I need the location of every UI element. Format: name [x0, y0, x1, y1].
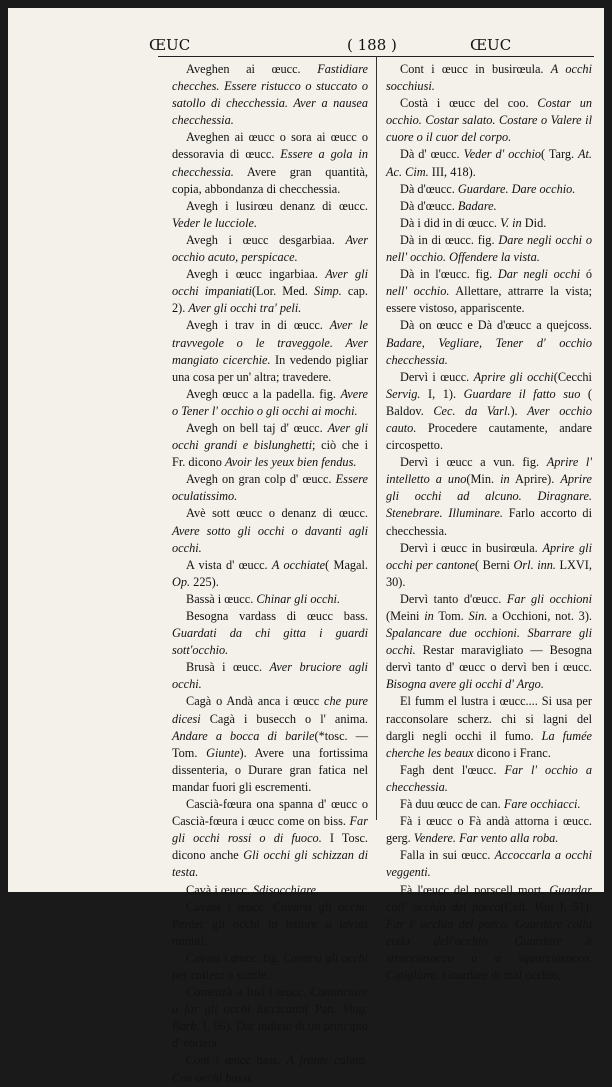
- dictionary-entry: Dà in di œucc. fig. Dare negli occhi o nell' occhio. Offendere la vista.: [386, 232, 592, 265]
- dictionary-entry: Aveghen ai œucc o sora ai œucc o dessoravia di œucc. Essere a gola in checchessia. Avere gran quantità, copia, abbondanza di checchessia.: [172, 130, 368, 196]
- dictionary-entry: Dà in l'œucc. fig. Dar negli occhi ó nell' occhio. Allettare, attrarre la vista; essere vistoso, appariscente.: [386, 267, 592, 316]
- page: [8, 8, 604, 1085]
- running-head-right: ŒUC: [470, 36, 512, 54]
- dictionary-entry: Avegh on gran colp d' œucc. Essere oculatissimo.: [172, 472, 368, 504]
- page-number: ( 188 ): [347, 36, 397, 54]
- dictionary-entry: A vista d' œucc. A occhiate( Magal. Op. 225).: [172, 557, 368, 589]
- dictionary-entry: Cavass i œucc. Cavarsi gli occhi. Perder gli occhi in letture o lavori minuti.: [172, 899, 369, 948]
- dictionary-entry: Fagh dent l'œucc. Far l' occhio a checchessia.: [386, 762, 592, 794]
- dictionary-entry: Dervì i œucc. Aprire gli occhi(Cecchi Servig. I, 1). Guardare il fatto suo ( Baldov. Cec. da Varl.). Aver occhio cauto. Procedere cautamente, andare circospetto.: [386, 369, 592, 453]
- dictionary-entry: Bassà i œucc. Chinar gli occhi.: [186, 591, 341, 606]
- dictionary-entry: Costà i œucc del coo. Costar un occhio. Costar salato. Costare o Valere il cuore o il cuor del corpo.: [386, 96, 592, 145]
- dictionary-entry: Cascià-fœura ona spanna d' œucc o Cascià-fœura i œucc come on biss. Far gli occhi rossi o di fuoco. I Tosc. dicono anche Gli occhi gli schizzan di testa.: [172, 797, 369, 880]
- right-column: [386, 61, 592, 984]
- dictionary-entry: Dà d' œucc. Veder d' occhio( Targ. At. Ac. Cim. III, 418).: [386, 147, 592, 179]
- dictionary-entry: Cavass i œucc. fig. Cavarsi gli occhi per collera o simile.: [172, 950, 368, 982]
- dictionary-entry: Dervì i œucc in busirœula. Aprire gli occhi per cantone( Berni Orl. inn. LXVI, 30).: [386, 540, 592, 589]
- dictionary-entry: Fà i œucc o Fà andà attorna i œucc. gerg. Vendere. Far vento alla roba.: [386, 814, 592, 846]
- dictionary-entry: Avegh i œucc desgarbiaa. Aver occhio acuto, perspicace.: [172, 232, 368, 265]
- dictionary-entry: Fà l'œucc del porscell mort. Guardar coll' occhio del porco(Cell. Vita I, 51). Far l' occhio del porco. Guardare colla coda dell'occhio. Guardare a stracciasacco o a squarciasacco. Cipigliare. Guardare di mal occhio,: [386, 882, 592, 982]
- column-divider: [376, 56, 377, 820]
- dictionary-entry: Dà on œucc e Dà d'œucc a quejcoss. Badare, Vegliare, Tener d' occhio checchessia.: [386, 318, 592, 367]
- dictionary-entry: Aveghen ai œucc. Fastidiare checches. Essere ristucco o stuccato o satollo di checchessia. Aver a nausea checchessia.: [172, 62, 368, 128]
- dictionary-entry: Dervì tanto d'œucc. Far gli occhioni (Meini in Tom. Sin. a Occhioni, not. 3). Spalancare due occhioni. Sbarrare gli occhi. Restar maravigliato — Besogna dervì tanto d' œucc o dervì ben i œucc. Bisogna avere gli occhi d' Argo.: [386, 591, 592, 692]
- dictionary-entry: Avegh œucc a la padella. fig. Avere o Tener l' occhio o gli occhi ai mochi.: [172, 386, 368, 418]
- dictionary-entry: Dervì i œucc a vun. fig. Aprire l' intelletto a uno(Min. in Aprire). Aprire gli occhi ad alcuno. Diragnare. Stenebrare. Illuminare. Farlo accorto di checchessia.: [386, 455, 593, 538]
- dictionary-entry: Comenzà a lusì i œucc. Cominciare a far gli occhi luccicanti( Pan. Viag. Barb. I, 66). Dar indizio di un principio d' ebrietà.: [172, 985, 368, 1051]
- left-column: [172, 61, 368, 1087]
- dictionary-entry: Avegh on bell taj d' œucc. Aver gli occhi grandi e bislunghetti; ciò che i Fr. dicono Avoir les yeux bien fendus.: [172, 420, 368, 470]
- dictionary-entry: Avè sott œucc o denanz di œucc. Avere sotto gli occhi o davanti agli occhi.: [172, 506, 368, 555]
- dictionary-entry: Avegh i trav in di œucc. Aver le travvegole o le traveggole. Aver mangiato cicerchie. In vedendo pigliar una cosa per un' altra; travedere.: [172, 318, 369, 384]
- running-head-left: ŒUC: [149, 36, 191, 54]
- dictionary-entry: Dà d'œucc. Badare.: [400, 198, 497, 213]
- dictionary-entry: El fumm el lustra i œucc.... Si usa per racconsolare scherz. chi si lagni del dargli negli occhi il fumo. La fumée cherche les beaux dicono i Franc.: [386, 694, 592, 760]
- dictionary-entry: Fà duu œucc de can. Fare occhiacci.: [400, 797, 581, 812]
- dictionary-entry: Falla in sui œucc. Accoccarla a occhi veggenti.: [386, 848, 592, 880]
- dictionary-entry: Brusà i œucc. Aver bruciore agli occhi.: [172, 660, 368, 692]
- dictionary-entry: Besogna vardass di œucc bass. Guardati da chi gitta i guardi sott'occhio.: [172, 609, 368, 658]
- dictionary-entry: Dà i did in di œucc. V. in Did.: [400, 215, 547, 230]
- dictionary-entry: Avegh i œucc ingarbiaa. Aver gli occhi impaniati(Lor. Med. Simp. cap. 2). Aver gli occhi tra' peli.: [172, 267, 369, 316]
- dictionary-entry: Cavà i œucc. Sdisocchiare.: [186, 882, 320, 897]
- dictionary-entry: Cagà o Andà anca i œucc che pure dicesi Cagà i busecch o l' anima. Andare a bocca di barile(*tosc. — Tom. Giunte). Avere una fortissima dissenteria, o Durare gran fatica nel mandar fuori gli escrementi.: [172, 694, 368, 794]
- dictionary-entry: Avegh i lusirœu denanz di œucc. Veder le lucciole.: [172, 198, 368, 230]
- dictionary-entry: Cont i œucc in busirœula. A occhi socchiusi.: [386, 62, 592, 94]
- dictionary-entry: Cont i œucc bass. A fronte calata. Con occhi bassi.: [172, 1053, 368, 1085]
- dictionary-entry: Dà d'œucc. Guardare. Dare occhio.: [400, 181, 576, 196]
